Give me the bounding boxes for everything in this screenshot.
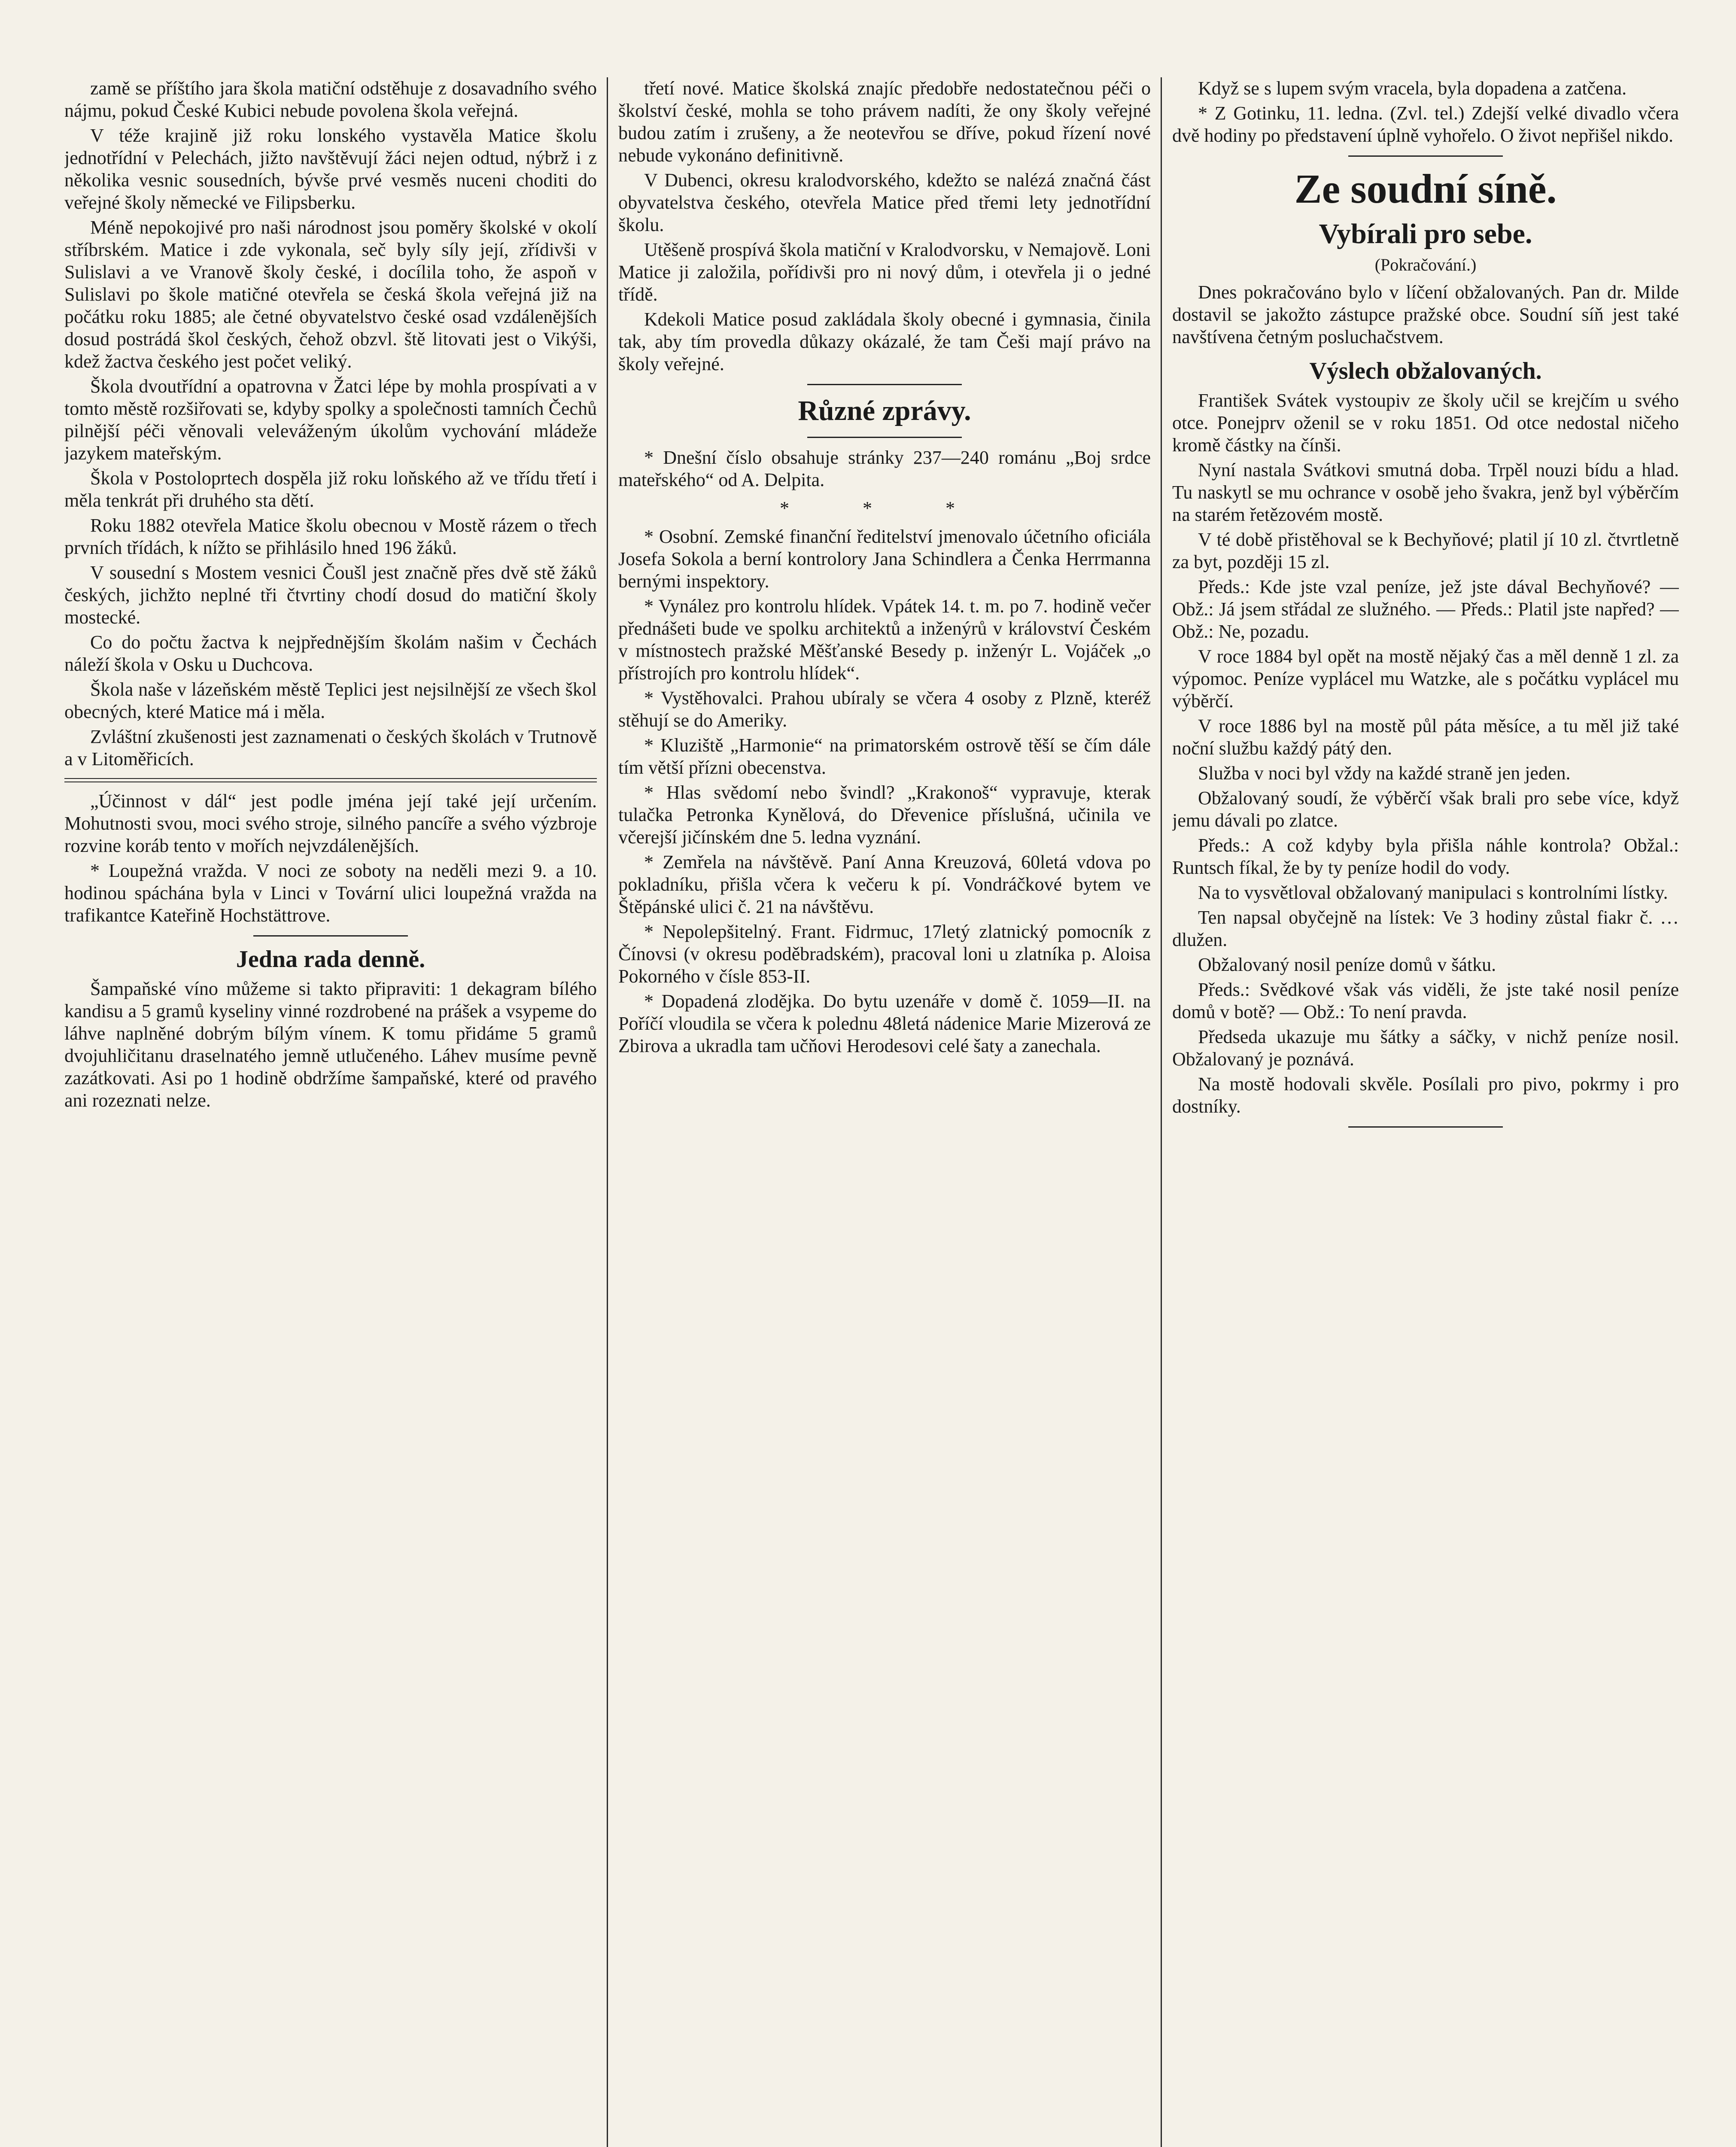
continuation-note: (Pokračování.) — [1374, 255, 1477, 274]
star-separator: * * * — [780, 498, 989, 519]
divider — [1348, 1126, 1503, 1128]
article-paragraph: * Dopadená zlodějka. Do bytu uzenáře v domě č. 1059—II. na Poříčí vloudila se včera k polednu 48letá nádenice Marie Mizerová ze Zbirova a ukradla tam učňovi Herodesovi celé šaty a zanechala. — [618, 991, 1151, 1056]
article-paragraph: Když se s lupem svým vracela, byla dopadena a zatčena. — [1198, 78, 1627, 99]
article-paragraph: V roce 1886 byl na mostě půl páta měsíce, a tu měl již také noční službu každý pátý den. — [1172, 715, 1679, 759]
article-paragraph: zamě se příštího jara škola matiční odstěhuje z dosavadního svého nájmu, pokud České Kubici nebude povolena škola veřejná. — [64, 78, 597, 121]
divider — [1348, 155, 1503, 157]
article-paragraph: Předs.: Kde jste vzal peníze, jež jste dával Bechyňové? — Obž.: Já jsem střádal ze služného. — Předs.: Platil jste napřed? — Obž.: Ne, pozadu. — [1172, 576, 1679, 642]
newspaper-page — [64, 77, 1679, 2147]
article-paragraph: Šampaňské víno můžeme si takto připraviti: 1 dekagram bílého kandisu a 5 gramů kyseliny vinné rozdrobené na prášek a vsypeme do láhve naplněné dobrým bílým vínem. K tomu přidáme 5 gramů dvojuhličitanu draselnatého jemně utlučeného. Láhev musíme pevně zazátkovati. Asi po 1 hodině obdržíme šampaňské, které od pravého ani rozeznati nelze. — [64, 978, 597, 1111]
article-paragraph: * Zemřela na návštěvě. Paní Anna Kreuzová, 60letá vdova po pokladníku, přišla včera k večeru k pí. Vondráčkové bytem ve Štěpánské ulici č. 21 na návštěvu. — [618, 852, 1151, 917]
column-1 — [64, 77, 597, 2147]
article-paragraph: V Dubenci, okresu kralodvorského, kdežto se nalézá značná část obyvatelstva českého, otevřela Matice před třemi lety jednotřídní školu. — [618, 170, 1151, 235]
article-paragraph: * Loupežná vražda. V noci ze soboty na neděli mezi 9. a 10. hodinou spáchána byla v Linci v Tovární ulici loupežná vražda na trafikantce Kateřině Hochstättrove. — [64, 860, 597, 926]
article-paragraph: František Svátek vystoupiv ze školy učil se krejčím u svého otce. Ponejprv oženil se v roku 1851. Od otce nedostal ničeho kromě částky na čínši. — [1172, 390, 1679, 456]
article-paragraph: Předseda ukazuje mu šátky a sáčky, v nichž peníze nosil. Obžalovaný je poznává. — [1172, 1026, 1679, 1070]
column-3 — [1172, 77, 1679, 2147]
article-title: Vybírali pro sebe. — [1319, 218, 1532, 249]
article-paragraph: V téže krajině již roku lonského vystavěla Matice školu jednotřídní v Pelechách, jižto navštěvují žáci nejen odtud, nýbrž i z několika vesnic sousedních, bývše prvé vesměs nuceni choditi do veřejné školy německé ve Filipsberku. — [64, 125, 597, 213]
article-paragraph: Služba v noci byl vždy na každé straně jen jeden. — [1198, 763, 1571, 784]
article-paragraph: * Vystěhovalci. Prahou ubíraly se včera 4 osoby z Plzně, kteréž stěhují se do Ameriky. — [618, 687, 1151, 731]
article-paragraph: Zvláštní zkušenosti jest zaznamenati o českých školách v Trutnově a v Litoměřicích. — [64, 726, 597, 769]
article-paragraph: Dnes pokračováno bylo v líčení obžalovaných. Pan dr. Milde dostavil se jakožto zástupce pražské obce. Soudní síň jest také navštívena četným posluchačstvem. — [1172, 282, 1679, 347]
column-2 — [618, 77, 1151, 2147]
divider — [253, 935, 408, 937]
article-paragraph: Na to vysvětloval obžalovaný manipulaci s kontrolními lístky. — [1198, 882, 1668, 903]
article-paragraph: Škola naše v lázeňském městě Teplici jest nejsilnější ze všech škol obecných, které Matice má i měla. — [64, 679, 597, 722]
article-paragraph: Utěšeně prospívá škola matiční v Kralodvorsku, v Nemajově. Loni Matice ji založila, pořídivši pro ni nový dům, i otevřela ji o jedné třídě. — [618, 239, 1151, 305]
section-heading: Ze soudní síně. — [1294, 166, 1557, 212]
article-paragraph: * Vynález pro kontrolu hlídek. Vpátek 14. t. m. po 7. hodině večer přednášeti bude ve spolku architektů a inženýrů v království Českém v místnostech pražské Měšťanské Besedy p. inženýr L. Vojáček „o přístrojích pro kontrolu hlídek“. — [618, 596, 1151, 684]
divider — [807, 384, 962, 385]
article-paragraph: * Kluziště „Harmonie“ na primatorském ostrově těší se čím dále tím větší přízni obecenstva. — [618, 735, 1151, 778]
article-paragraph: třetí nové. Matice školská znajíc předobře nedostatečnou péči o školství české, mohla se toho právem nadíti, že ony školy veřejné budou zatím i zrušeny, a že neotevřou se dříve, pokud řízení nové nebude vykonáno definitivně. — [618, 78, 1151, 166]
article-paragraph: Nyní nastala Svátkovi smutná doba. Trpěl nouzi bídu a hlad. Tu naskytl se mu ochrance v osobě jeho švakra, jenž byl výběrčím na starém řetězovém mostě. — [1172, 459, 1679, 525]
article-paragraph: Škola dvoutřídní a opatrovna v Žatci lépe by mohla prospívati a v tomto městě rozšiřovati se, kdyby spolky a společnosti tamních Čechů pilnější péči věnovali veleváženým úkolům vychování mládeže jazykem mateřským. — [64, 376, 597, 464]
article-paragraph: Kdekoli Matice posud zakládala školy obecné i gymnasia, činila tak, aby tím provedla důkazy okázalé, že tam Češi mají právo na školy veřejné. — [618, 309, 1151, 374]
article-paragraph: * Hlas svědomí nebo švindl? „Krakonoš“ vypravuje, kterak tulačka Petronka Kynělová, do Dřevenice příslušná, učinila ve včerejší jičínském dne 5. ledna vyznání. — [618, 782, 1151, 848]
article-paragraph: * Dnešní číslo obsahuje stránky 237—240 románu „Boj srdce mateřského“ od A. Delpita. — [618, 447, 1151, 490]
article-paragraph: V té době přistěhoval se k Bechyňové; platil jí 10 zl. čtvrtletně za byt, později 15 zl. — [1172, 529, 1679, 572]
article-paragraph: V roce 1884 byl opět na mostě nějaký čas a měl denně 1 zl. za výpomoc. Peníze vyplácel mu Watzke, ale s počátku vyplácel mu výběrčí. — [1172, 646, 1679, 712]
article-paragraph: Co do počtu žactva k nejpřednějším školám našim v Čechách náleží škola v Osku u Duchcova. — [64, 632, 597, 675]
subsection-heading: Výslech obžalovaných. — [1309, 358, 1542, 384]
article-paragraph: * Z Gotinku, 11. ledna. (Zvl. tel.) Zdejší velké divadlo včera dvě hodiny po představení úplně vyhořelo. O život nepřišel nikdo. — [1172, 103, 1679, 146]
article-paragraph: Obžalovaný soudí, že výběrčí však brali pro sebe více, když jemu dávali po zlatce. — [1172, 788, 1679, 831]
column-rule — [1161, 77, 1162, 2147]
article-paragraph: Předs.: A což kdyby byla přišla náhle kontrola? Obžal.: Runtsch fíkal, že by ty peníze hodil do vody. — [1172, 835, 1679, 878]
article-paragraph: V sousední s Mostem vesnici Čoušl jest značně přes dvě stě žáků českých, jichžto neplné tři čtvrtiny chodí dosud do matiční školy mostecké. — [64, 562, 597, 628]
article-paragraph: * Osobní. Zemské finanční ředitelství jmenovalo účetního oficiála Josefa Sokola a berní kontrolory Jana Schindlera a Čenka Herrmanna bernými inspektory. — [618, 526, 1151, 592]
article-paragraph: Méně nepokojivé pro naši národnost jsou poměry školské v okolí stříbrském. Matice i zde vykonala, seč byly síly její, zřídivši v Sulislavi a ve Vranově školy české, i docílila toho, že aspoň v Sulislavi po škole matičné otevřela se česká škola veřejná již na počátku roku 1885; ale četné obyvatelstvo české osad vzdálenějších dosud postrádá škol českých, čehož obzvl. ště litovati jest o Vikýši, kdež žactva českého jest počet veliký. — [64, 217, 597, 372]
article-paragraph: Škola v Postoloprtech dospěla již roku loňského až ve třídu třetí i měla tenkrát při druhého sta dětí. — [64, 468, 597, 511]
section-heading: Různé zprávy. — [798, 395, 971, 426]
section-divider — [64, 778, 597, 782]
section-heading: Jedna rada denně. — [236, 946, 426, 973]
article-paragraph: Obžalovaný nosil peníze domů v šátku. — [1198, 954, 1496, 975]
column-rule — [607, 77, 608, 2147]
divider — [807, 437, 962, 438]
article-paragraph: * Nepolepšitelný. Frant. Fidrmuc, 17letý zlatnický pomocník z Čínovsi (v okresu poděbradském), pracoval loni u zlatníka p. Aloisa Pokorného v čísle 853-II. — [618, 921, 1151, 987]
article-paragraph: Předs.: Svědkové však vás viděli, že jste také nosil peníze domů v botě? — Obž.: To není pravda. — [1172, 979, 1679, 1022]
article-paragraph: „Účinnost v dál“ jest podle jména její také její určením. Mohutnosti svou, moci svého stroje, silného pancíře a svého výzbroje rozvine koráb tento v mořích nejvzdálenějších. — [64, 791, 597, 856]
article-paragraph: Roku 1882 otevřela Matice školu obecnou v Mostě rázem o třech prvních třídách, k nížto se přihlásilo hned 196 žáků. — [64, 515, 597, 558]
article-paragraph: Na mostě hodovali skvěle. Posílali pro pivo, pokrmy i pro dostníky. — [1172, 1074, 1679, 1117]
article-paragraph: Ten napsal obyčejně na lístek: Ve 3 hodiny zůstal fiakr č. … dlužen. — [1172, 907, 1679, 950]
